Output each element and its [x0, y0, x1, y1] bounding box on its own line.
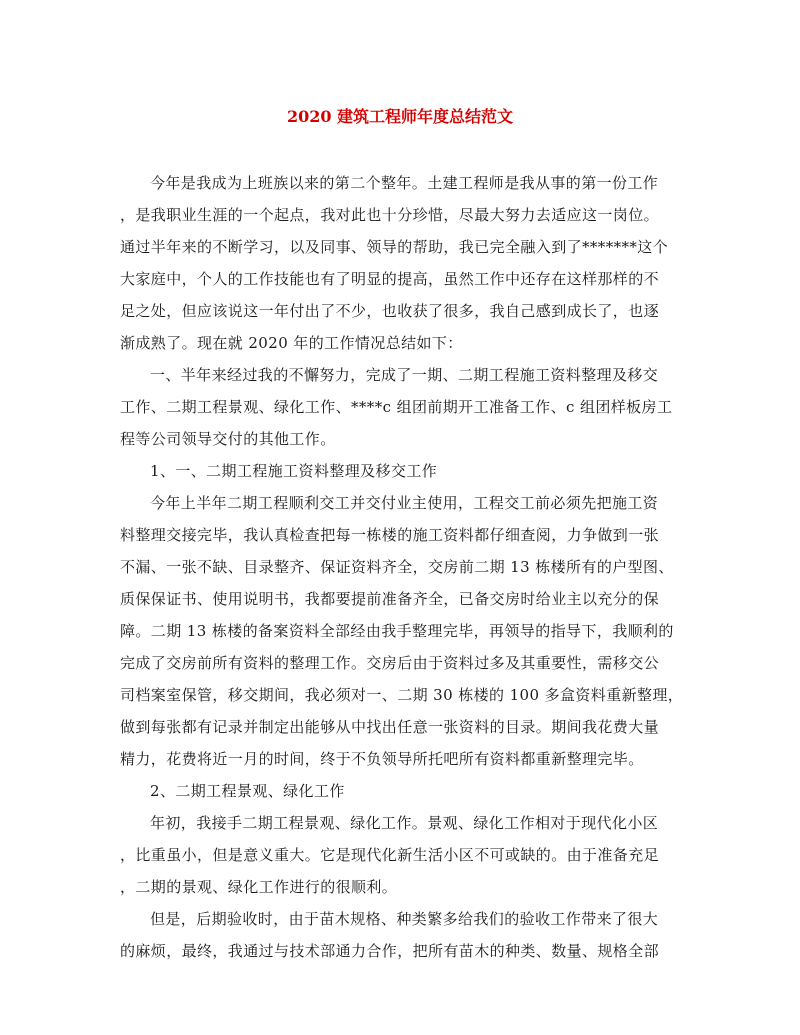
- text-line: 障。二期 13 栋楼的备案资料全部经由我手整理完毕，再领导的指导下，我顺利的: [120, 622, 674, 640]
- text-line: 的麻烦，最终，我通过与技术部通力合作，把所有苗木的种类、数量、规格全部: [120, 942, 660, 960]
- text-line: 精力，花费将近一月的时间，终于不负领导所托吧所有资料都重新整理完毕。: [120, 750, 644, 768]
- text-line: 司档案室保管，移交期间，我必须对一、二期 30 栋楼的 100 多盒资料重新整理，: [120, 686, 684, 704]
- text-line: 今年上半年二期工程顺利交工并交付业主使用，工程交工前必须先把施工资: [150, 494, 659, 512]
- text-line: 工作、二期工程景观、绿化工作、****c 组团前期开工准备工作、c 组团样板房工: [120, 398, 673, 416]
- text-line: 程等公司领导交付的其他工作。: [120, 430, 336, 448]
- text-line: 一、半年来经过我的不懈努力，完成了一期、二期工程施工资料整理及移交: [150, 366, 659, 384]
- text-line: ，比重虽小，但是意义重大。它是现代化新生活小区不可或缺的。由于准备充足: [120, 846, 660, 864]
- text-line: 大家庭中，个人的工作技能也有了明显的提高，虽然工作中还存在这样那样的不: [120, 270, 660, 288]
- text-line: 不漏、一张不缺、目录整齐、保证资料齐全，交房前二期 13 栋楼所有的户型图、: [120, 558, 674, 576]
- text-line: 年初，我接手二期工程景观、绿化工作。景观、绿化工作相对于现代化小区: [150, 814, 659, 832]
- text-line: ，是我职业生涯的一个起点，我对此也十分珍惜，尽最大努力去适应这一岗位。: [120, 206, 660, 224]
- text-line: 但是，后期验收时，由于苗木规格、种类繁多给我们的验收工作带来了很大: [150, 910, 659, 928]
- section-heading: 2、二期工程景观、绿化工作: [150, 782, 345, 800]
- text-line: 足之处，但应该说这一年付出了不少，也收获了很多，我自己感到成长了，也逐: [120, 302, 660, 320]
- text-line: ，二期的景观、绿化工作进行的很顺利。: [120, 878, 398, 896]
- text-line: 通过半年来的不断学习，以及同事、领导的帮助，我已完全融入到了*******这个: [120, 238, 669, 256]
- text-line: 料整理交接完毕，我认真检查把每一栋楼的施工资料都仔细查阅，力争做到一张: [120, 526, 660, 544]
- section-heading: 1、一、二期工程施工资料整理及移交工作: [150, 462, 438, 480]
- document-title: 2020 建筑工程师年度总结范文: [286, 107, 514, 126]
- text-line: 质保保证书、使用说明书，我都要提前准备齐全，已备交房时给业主以充分的保: [120, 590, 660, 608]
- text-line: 做到每张都有记录并制定出能够从中找出任意一张资料的目录。期间我花费大量: [120, 718, 660, 736]
- text-line: 完成了交房前所有资料的整理工作。交房后由于资料过多及其重要性，需移交公: [120, 654, 660, 672]
- text-line: 渐成熟了。现在就 2020 年的工作情况总结如下：: [120, 334, 463, 352]
- text-line: 今年是我成为上班族以来的第二个整年。土建工程师是我从事的第一份工作: [150, 174, 659, 192]
